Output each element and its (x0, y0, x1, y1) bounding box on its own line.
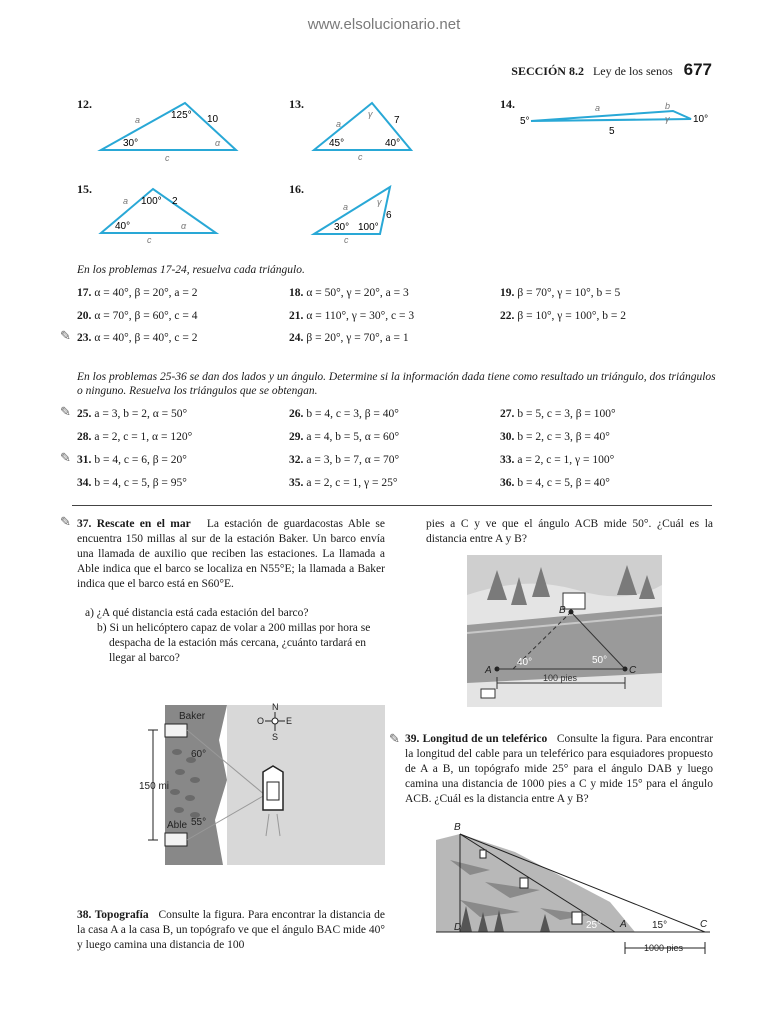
problem-item: 18. α = 50°, γ = 20°, a = 3 (289, 287, 409, 299)
problem-item: 17. α = 40°, β = 20°, a = 2 (77, 287, 198, 299)
side-label: 10 (207, 114, 219, 125)
compass-e: E (286, 716, 293, 726)
compass-n: N (272, 702, 279, 712)
angle-top: γ (377, 197, 382, 207)
label-b: B (454, 822, 461, 833)
section-divider (72, 505, 712, 506)
problem-number: 15. (77, 182, 92, 196)
angle-left: 30° (123, 138, 139, 149)
pencil-icon: ✎ (389, 731, 400, 746)
problem-number: 16. (289, 182, 304, 196)
pencil-icon: ✎ (60, 328, 71, 343)
angle-40: 40° (517, 657, 533, 668)
pencil-icon: ✎ (60, 514, 71, 529)
problem-item: 24. β = 20°, γ = 70°, a = 1 (289, 332, 409, 344)
label-c: c (165, 153, 170, 163)
problem-37-part-b: b) Si un helicóptero capaz de volar a 200 millas por hora se despacha de la estación más cercana, ¿cuánto tardará en llegar al barco? (97, 622, 371, 664)
watermark-url: www.elsolucionario.net (307, 16, 461, 33)
triangle-figure-14 (515, 97, 715, 142)
angle-left: 45° (329, 138, 345, 149)
label-distance: 150 mi (139, 781, 170, 792)
side-label: 7 (394, 115, 400, 126)
problem-37-text: 37. Rescate en el mar La estación de guardacostas Able se encuentra 150 millas al sur de la estación Baker. Un barco envía una llamada de auxilio que reciben las estaciones. La llamada a Able indica que el barco se localiza en N55°E; la llamada a Baker indica que el barco está en S60°E. (77, 518, 386, 590)
section-label: SECCIÓN 8.2 (511, 64, 584, 78)
angle-right: 40° (385, 138, 401, 149)
angle-15: 15° (652, 920, 668, 931)
cable-car-figure (430, 820, 720, 960)
problem-item: 20. α = 70°, β = 60°, c = 4 (77, 310, 198, 322)
label-a: a (595, 103, 601, 113)
angle-top: 125° (171, 110, 192, 121)
problem-38-continuation: pies a C y ve que el ángulo ACB mide 50°. ¿Cuál es la distancia entre A y B? (426, 518, 713, 545)
label-a: a (336, 119, 342, 129)
triangle-figure-12 (95, 100, 245, 165)
label-able: Able (167, 820, 188, 831)
angle-25: 25° (586, 920, 602, 931)
problem-item: 28. a = 2, c = 1, α = 120° (77, 431, 193, 443)
compass-o: O (257, 716, 265, 726)
rescue-map-figure (135, 700, 385, 870)
problem-item: 25. a = 3, b = 2, α = 50° (77, 408, 188, 420)
angle-55: 55° (191, 817, 207, 828)
label-d: D (454, 922, 462, 933)
angle-left: 40° (115, 221, 131, 232)
label-c: c (147, 235, 152, 245)
problem-number: 13. (289, 97, 304, 111)
problem-number: 14. (500, 97, 515, 111)
angle-left: 30° (334, 222, 350, 233)
side-label: 2 (172, 196, 178, 207)
page-header (511, 60, 712, 80)
angle-left: 5° (520, 116, 530, 127)
problem-item: 21. α = 110°, γ = 30°, c = 3 (289, 310, 415, 322)
problem-item: 26. b = 4, c = 3, β = 40° (289, 408, 399, 420)
triangle-figure-15 (95, 186, 220, 246)
topography-figure (467, 555, 662, 707)
compass-s: S (272, 732, 279, 742)
instructions-17-24: En los problemas 17-24, resuelva cada triángulo. (77, 264, 305, 276)
label-c: c (344, 235, 349, 245)
angle-right: 100° (358, 222, 379, 233)
label-c: C (700, 919, 708, 930)
pencil-icon: ✎ (60, 450, 71, 465)
label-a: a (343, 202, 349, 212)
angle-top: γ (368, 109, 373, 119)
problem-item: 22. β = 10°, γ = 100°, b = 2 (500, 310, 626, 322)
label-distance: 100 pies (543, 673, 578, 683)
problem-item: 30. b = 2, c = 3, β = 40° (500, 431, 610, 443)
problem-item: 36. b = 4, c = 5, β = 40° (500, 477, 610, 489)
angle-60: 60° (191, 749, 207, 760)
side-label: 6 (386, 210, 392, 221)
angle-gamma: γ (665, 114, 670, 124)
instructions-25-36: En los problemas 25-36 se dan dos lados y un ángulo. Determine si la información dada tiene como resultado un triángulo, dos triángulos o ninguno. Resuelva los triángulos que se obtengan. (77, 371, 716, 397)
label-c: c (358, 152, 363, 162)
problem-37-part-a: a) ¿A qué distancia está cada estación del barco? (85, 607, 309, 619)
problem-item: 35. a = 2, c = 1, γ = 25° (289, 477, 398, 489)
label-baker: Baker (179, 711, 206, 722)
label-a: a (123, 196, 129, 206)
angle-top: 100° (141, 196, 162, 207)
problem-number: 12. (77, 97, 92, 111)
problem-item: 31. b = 4, c = 6, β = 20° (77, 454, 187, 466)
problem-38-text: 38. Topografía Consulte la figura. Para encontrar la distancia de la casa A a la casa B, un topógrafo ve que el ángulo BAC mide 40° y luego camina una distancia de 100 (77, 909, 386, 951)
label-c: C (629, 665, 637, 676)
problem-item: 34. b = 4, c = 5, β = 95° (77, 477, 187, 489)
label-b: b (665, 101, 671, 111)
triangle-figure-13 (308, 100, 418, 165)
angle-right: α (181, 221, 187, 231)
label-a: A (620, 919, 627, 930)
problem-39-text: 39. Longitud de un teleférico Consulte la figura. Para encontrar la longitud del cable para un teleférico para esquiadores propuesto de A a B, un topógrafo mide 25° para el ángulo DAB y luego camina una distancia de 1000 pies a C y mide 15° para el ángulo ACB. ¿Cuál es la distancia entre A y B? (405, 733, 714, 805)
pencil-icon: ✎ (60, 404, 71, 419)
problem-item: 32. a = 3, b = 7, α = 70° (289, 454, 400, 466)
label-b: B (559, 605, 566, 616)
angle-50: 50° (592, 655, 608, 666)
label-a: a (135, 115, 141, 125)
problem-item: 19. β = 70°, γ = 10°, b = 5 (500, 287, 621, 299)
triangle-figure-16 (308, 184, 408, 246)
section-topic: Ley de los senos (592, 64, 673, 78)
problem-item: 33. a = 2, c = 1, γ = 100° (500, 454, 615, 466)
problem-item: 27. b = 5, c = 3, β = 100° (500, 408, 616, 420)
compass-icon (272, 718, 278, 724)
page-number: 677 (683, 60, 712, 79)
problem-item: 23. α = 40°, β = 40°, c = 2 (77, 332, 198, 344)
label-a: A (485, 665, 492, 676)
label-distance: 1000 pies (644, 943, 684, 953)
angle-right: α (215, 138, 221, 148)
problem-item: 29. a = 4, b = 5, α = 60° (289, 431, 400, 443)
angle-right: 10° (693, 114, 709, 125)
side-label: 5 (609, 126, 615, 137)
